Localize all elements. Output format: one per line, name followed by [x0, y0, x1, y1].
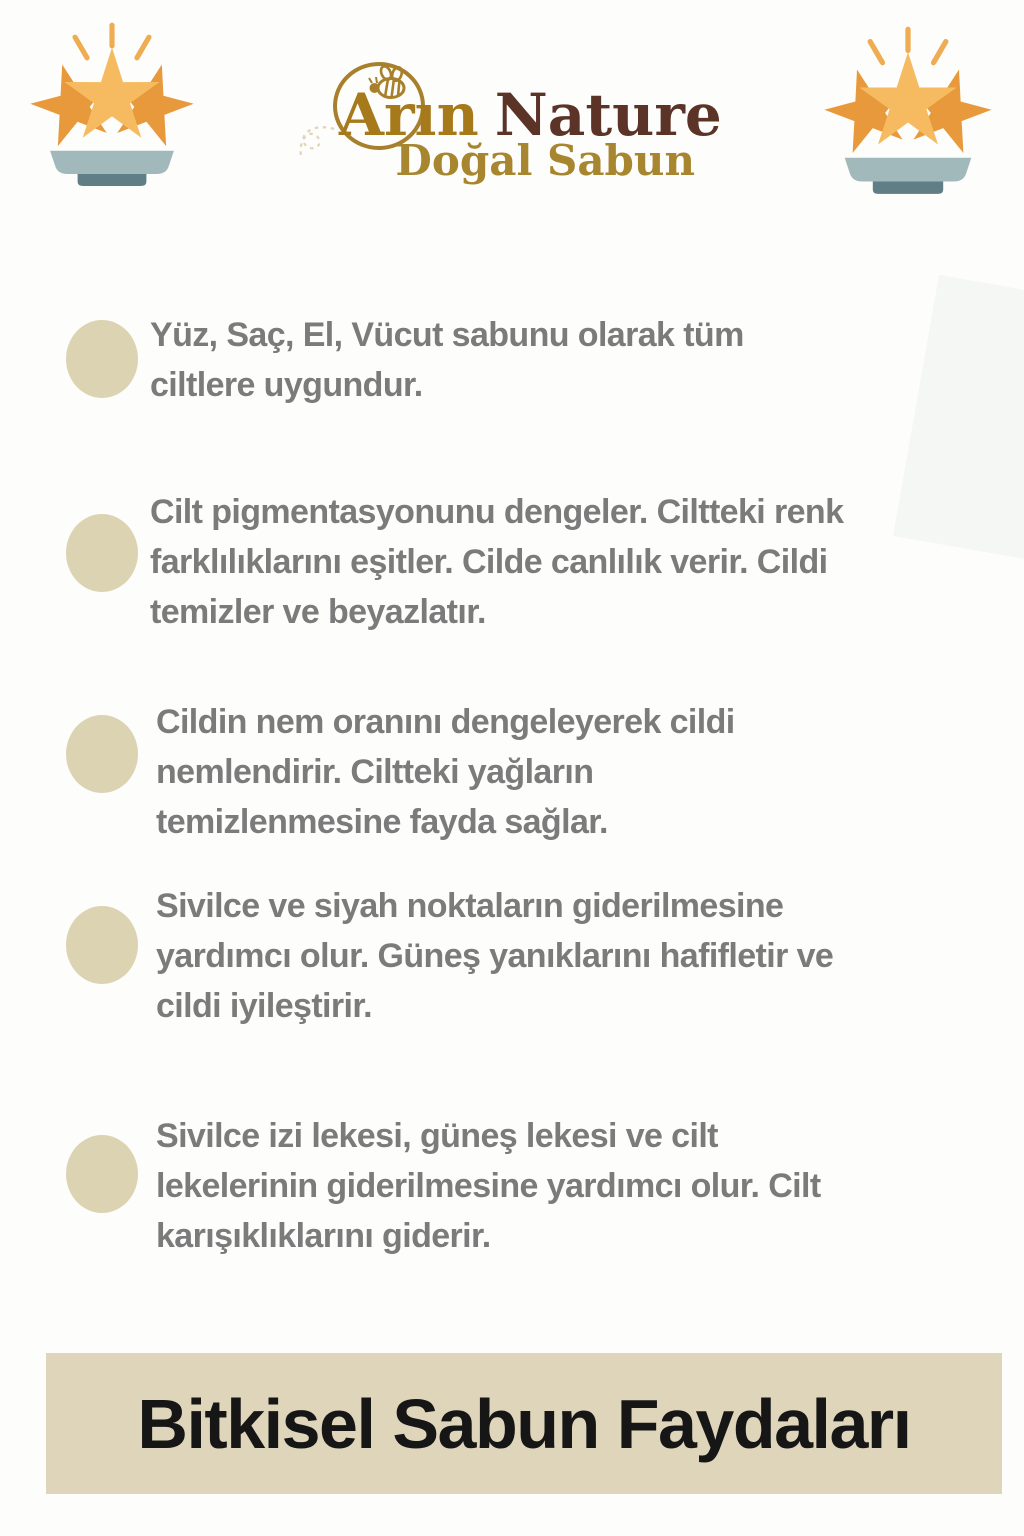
- dish-plate-shape: [50, 151, 174, 174]
- benefit-item: [150, 310, 744, 410]
- benefit-text-line: Yüz, Saç, El, Vücut sabunu olarak tüm: [150, 316, 744, 354]
- brand-name-primary: Arın: [339, 81, 479, 149]
- benefit-item: [156, 881, 833, 1031]
- benefit-text-line: farklılıklarını eşitler. Cilde canlılık verir. Cildi: [150, 543, 828, 581]
- dish-plate-shape: [845, 158, 972, 182]
- benefit-item: [156, 697, 735, 847]
- benefit-text-line: temizlenmesine fayda sağlar.: [156, 803, 608, 841]
- benefit-text-line: temizler ve beyazlatır.: [150, 593, 486, 631]
- benefit-item: [156, 1111, 821, 1261]
- ray-line: [870, 42, 882, 63]
- benefit-text-line: nemlendirir. Ciltteki yağların: [156, 753, 594, 791]
- background-watermark: [893, 275, 1024, 560]
- benefit-text-line: Cilt pigmentasyonunu dengeler. Ciltteki renk: [150, 493, 844, 531]
- footer-banner: [46, 1353, 1002, 1494]
- trail-path: [301, 127, 335, 159]
- benefit-item: [150, 487, 843, 637]
- benefit-text-line: yardımcı olur. Güneş yanıklarını hafifletir ve: [156, 937, 834, 975]
- dish-base-shape: [873, 182, 943, 194]
- benefit-text-line: karışıklıklarını giderir.: [156, 1217, 491, 1255]
- three-stars-dish-icon: [26, 20, 198, 192]
- ray-line: [75, 37, 87, 58]
- bullet-dot: [66, 320, 138, 398]
- ray-line: [137, 37, 149, 58]
- bullet-dot: [66, 715, 138, 793]
- benefit-text-line: ciltlere uygundur.: [150, 366, 423, 404]
- brand-name-secondary: Nature: [494, 81, 722, 149]
- bee-trail-icon: [295, 122, 341, 168]
- brand-logo: [325, 52, 722, 200]
- bullet-dot: [66, 1135, 138, 1213]
- benefit-text-line: lekelerinin giderilmesine yardımcı olur. Cilt: [156, 1167, 821, 1205]
- bullet-dot: [66, 514, 138, 592]
- bullet-dot: [66, 906, 138, 984]
- benefit-text-line: Cildin nem oranını dengeleyerek cildi: [156, 703, 735, 741]
- benefit-text-line: Sivilce ve siyah noktaların giderilmesine: [156, 887, 784, 925]
- poster-title: Bitkisel Sabun Faydaları: [137, 1384, 911, 1463]
- benefit-text-line: Sivilce izi lekesi, güneş lekesi ve cilt: [156, 1117, 718, 1155]
- three-stars-dish-icon: [820, 24, 996, 200]
- benefit-text-line: cildi iyileştirir.: [156, 987, 372, 1025]
- ray-line: [934, 42, 946, 63]
- dish-base-shape: [78, 174, 147, 186]
- brand-tagline: Doğal Sabun: [395, 136, 695, 185]
